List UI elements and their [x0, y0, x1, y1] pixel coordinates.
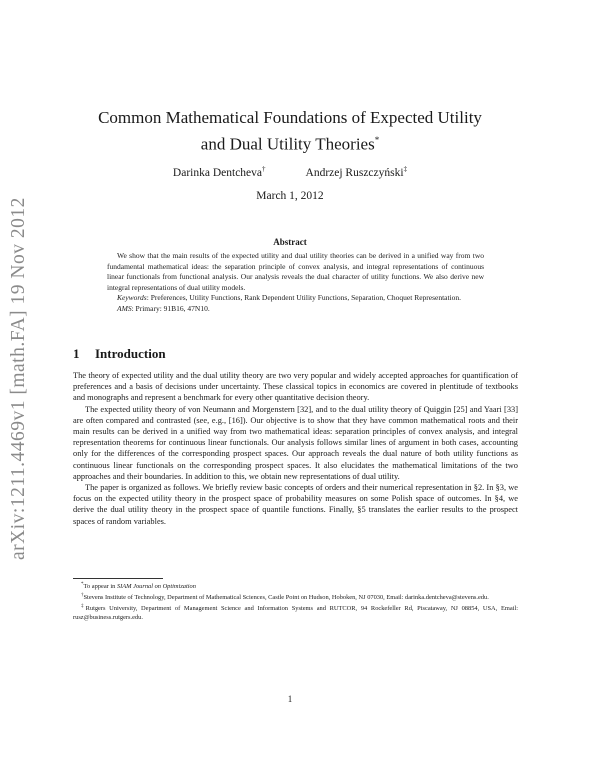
section-title: Introduction [95, 346, 166, 361]
title-line-1: Common Mathematical Foundations of Expected Utility [98, 108, 482, 127]
paragraph-1: The theory of expected utility and the dual utility theory are two very popular and widely accepted approaches for quantification of preferences and a basis of decisions under uncertainty. These classical topics in economics are covered in plentitude of textbooks and monographs and represent a benchmark for every other quantitative decision theory. [73, 371, 518, 403]
author-2 [306, 165, 408, 179]
author-1-mark: † [262, 165, 266, 173]
footnote-1-mark: * [81, 582, 84, 587]
author-2-name: Andrzej Ruszczyński [305, 166, 404, 179]
keywords [107, 293, 484, 304]
arxiv-stamp: arXiv:1211.4469v1 [math.FA] 19 Nov 2012 [8, 197, 29, 560]
section-heading [73, 346, 166, 362]
footnote-1 [73, 581, 518, 592]
ams-classification [107, 304, 484, 315]
paragraph-2: The expected utility theory of von Neumann and Morgenstern [32], and to the dual utility theory of Quiggin [25] and Yaari [33] are often compared and contrasted (see, e.g., [16]). Our objective is to show that they have common mathematical roots and their main results can be derived in a unified way from two mathematical ideas: separation principles of convex analysis, and integral representation theorems for continuous linear functionals. Our analysis follows similar lines of argument in both cases, accounting only for the differences of the corresponding prospect spaces. Our approach reveals the dual nature of both utility functions as continuous linear functionals on the corresponding prospect spaces. It also elucidates the mathematical limitations of the two approaches and their boundaries. In addition to this, we obtain new representations of dual utility. [73, 404, 518, 481]
footnote-2-mark: † [81, 592, 84, 598]
footnote-2-text: Stevens Institute of Technology, Department of Mathematical Sciences, Castle Point on Hudson, Hoboken, NJ 07030, Email: darinka.dentcheva@stevens.edu. [83, 594, 489, 602]
abstract [107, 251, 484, 315]
footnote-1-journal: SIAM Journal on Optimization [116, 583, 196, 591]
footnote-3-text: Rutgers University, Department of Management Science and Information Systems and RUTCOR, 94 Rockefeller Rd, Piscataway, NJ 08854, USA, Email: rusz@business.rutgers.edu. [73, 604, 519, 621]
paper-date: March 1, 2012 [256, 190, 324, 202]
footnote-1-prefix: To appear in [83, 583, 117, 591]
title-line-2 [60, 129, 520, 156]
paragraph-3: The paper is organized as follows. We briefly review basic concepts of orders and their numerical representation in §2. In §3, we focus on the expected utility theory in the prospect space of probability measures on some Polish space of outcomes. In §4, we derive the dual utility theory in the prospect space of quantile functions. Finally, §5 translates the earlier results to the prospect spaces of random variables. [73, 483, 518, 526]
author-list [60, 165, 520, 179]
author-1-name: Darinka Dentcheva [172, 166, 263, 179]
footnotes [73, 581, 518, 623]
footnote-3 [73, 603, 518, 623]
footnote-3-mark: ‡ [81, 603, 86, 609]
footnote-2 [73, 592, 518, 603]
section-number: 1 [73, 346, 80, 361]
author-1 [173, 165, 266, 179]
footnote-rule [73, 578, 163, 579]
paper-title [60, 106, 520, 156]
abstract-heading: Abstract [273, 237, 307, 247]
keywords-text: : Preferences, Utility Functions, Rank Dependent Utility Functions, Separation, Choquet Representation. [146, 293, 462, 303]
body-text [73, 370, 518, 527]
keywords-label: Keywords [117, 293, 147, 303]
abstract-text: We show that the main results of the expected utility and dual utility theories can be derived in a unified way from two fundamental mathematical ideas: the separation principle of convex analysis, and integral representations of continuous linear functionals from functional analysis. Our analysis reveals the dual character of utility functions. We also derive new integral representations of dual utility models. [107, 251, 484, 292]
ams-label: AMS [117, 303, 132, 313]
title-footnote-mark: * [374, 135, 380, 145]
author-2-mark: ‡ [403, 165, 408, 173]
ams-text: : Primary: 91B16, 47N10. [131, 303, 210, 313]
page-number: 1 [287, 694, 293, 704]
title-line-2-text: and Dual Utility Theories [200, 134, 375, 154]
